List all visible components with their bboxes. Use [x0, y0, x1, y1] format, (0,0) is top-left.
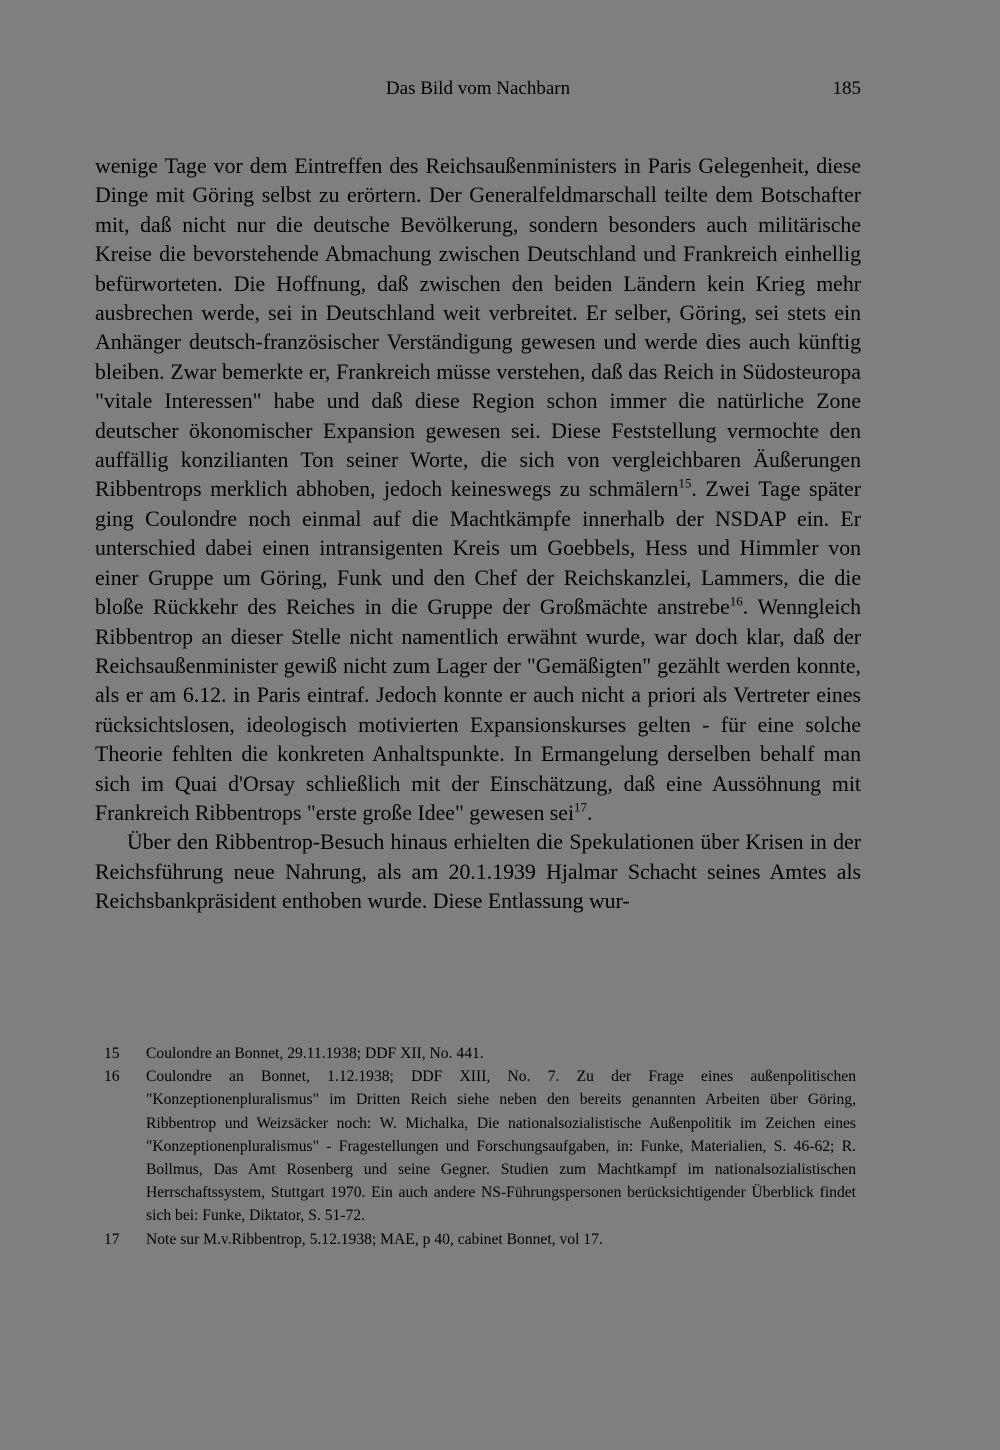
footnote-text: Coulondre an Bonnet, 1.12.1938; DDF XIII, No. 7. Zu der Frage eines außenpolitischen "Konzeptionenpluralismus" im Dritten Reich siehe neben den bereits genannten Arbeiten über Göring, Ribbentrop und Weizsäcker noch: W. Michalka, Die nationalsozialistische Außenpolitik im Zeichen eines "Konzeptionenpluralismus" - Fragestellungen und Forschungsaufgaben, in: Funke, Materialien, S. 46-62; R. Bollmus, Das Amt Rosenberg und seine Gegner. Studien zum Machtkampf im nationalsozialistischen Herrschaftssystem, Stuttgart 1970. Ein auch andere NS-Führungspersonen berücksichtigender Überblick findet sich bei: Funke, Diktator, S. 51-72. [146, 1068, 856, 1225]
paragraph: Über den Ribbentrop-Besuch hinaus erhielten die Spekulationen über Krisen in der Reichsführung neue Nahrung, als am 20.1.1939 Hjalmar Schacht seines Amtes als Reichsbankpräsident enthoben wurde. Diese Entlassung wur- [95, 830, 861, 914]
footnote-text: Coulondre an Bonnet, 29.11.1938; DDF XII, No. 441. [146, 1045, 484, 1062]
footnote [104, 1042, 856, 1065]
footnote [104, 1228, 856, 1251]
paragraph-text: . Wenngleich Ribbentrop an dieser Stelle nicht namentlich erwähnt wurde, war doch klar, daß der Reichsaußenminister gewiß nicht zum Lager der "Gemäßigten" gezählt werden konnte, als er am 6.12. in Paris eintraf. Jedoch konnte er auch nicht a priori als Vertreter eines rücksichtslosen, ideologisch motivierten Expansionskurses gelten - für eine solche Theorie fehlten die konkreten Anhaltspunkte. In Ermangelung derselben behalf man sich im Quai d'Orsay schließlich mit der Einschätzung, daß eine Aussöhnung mit Frankreich Ribbentrops "erste große Idee" gewesen sei [95, 595, 861, 825]
footnote-reference: 15 [678, 476, 692, 492]
footnote-reference: 16 [729, 593, 743, 609]
footnote-number: 17 [104, 1230, 120, 1248]
paragraph-text: wenige Tage vor dem Eintreffen des Reichsaußenministers in Paris Gelegenheit, diese Dinge mit Göring selbst zu erörtern. Der Generalfeldmarschall teilte dem Botschafter mit, daß nicht nur die deutsche Bevölkerung, sondern besonders auch militärische Kreise die bevorstehende Abmachung zwischen Deutschland und Frankreich einhellig befürworteten. Die Hoffnung, daß zwischen den beiden Ländern kein Krieg mehr ausbrechen werde, sei in Deutschland weit verbreitet. Er selber, Göring, sei stets ein Anhänger deutsch-französischer Verständigung gewesen und werde dies auch künftig bleiben. Zwar bemerkte er, Frankreich müsse verstehen, daß das Reich in Südosteuropa "vitale Interessen" habe und daß diese Region schon immer die natürliche Zone deutscher ökonomischer Expansion gewesen sei. Diese Feststellung vermochte den auffällig konzilianten Ton seiner Worte, die sich von vergleichbaren Äußerungen Ribbentrops merklich abhoben, jedoch keineswegs zu schmälern [95, 154, 861, 502]
paragraph [95, 152, 861, 828]
footnotes [104, 1042, 856, 1251]
footnote-text: Note sur M.v.Ribbentrop, 5.12.1938; MAE, p 40, cabinet Bonnet, vol 17. [146, 1230, 603, 1248]
running-title: Das Bild vom Nachbarn [385, 78, 571, 99]
main-text [95, 152, 861, 917]
footnote-reference: 17 [574, 799, 587, 815]
footnote [104, 1065, 856, 1227]
paragraph-text: . [587, 800, 593, 825]
running-header [95, 78, 861, 104]
footnote-number: 15 [104, 1045, 120, 1062]
page-number: 185 [832, 78, 861, 99]
footnote-number: 16 [104, 1068, 120, 1086]
paragraph-text: . Zwei Tage später ging Coulondre noch einmal auf die Machtkämpfe innerhalb der NSDAP ein. Er unterschied dabei einen intransigenten Kreis um Goebbels, Hess und Himmler von einer Gruppe um Göring, Funk und den Chef der Reichskanzlei, Lammers, die die bloße Rückkehr des Reiches in die Gruppe der Großmächte anstrebe [95, 477, 861, 620]
